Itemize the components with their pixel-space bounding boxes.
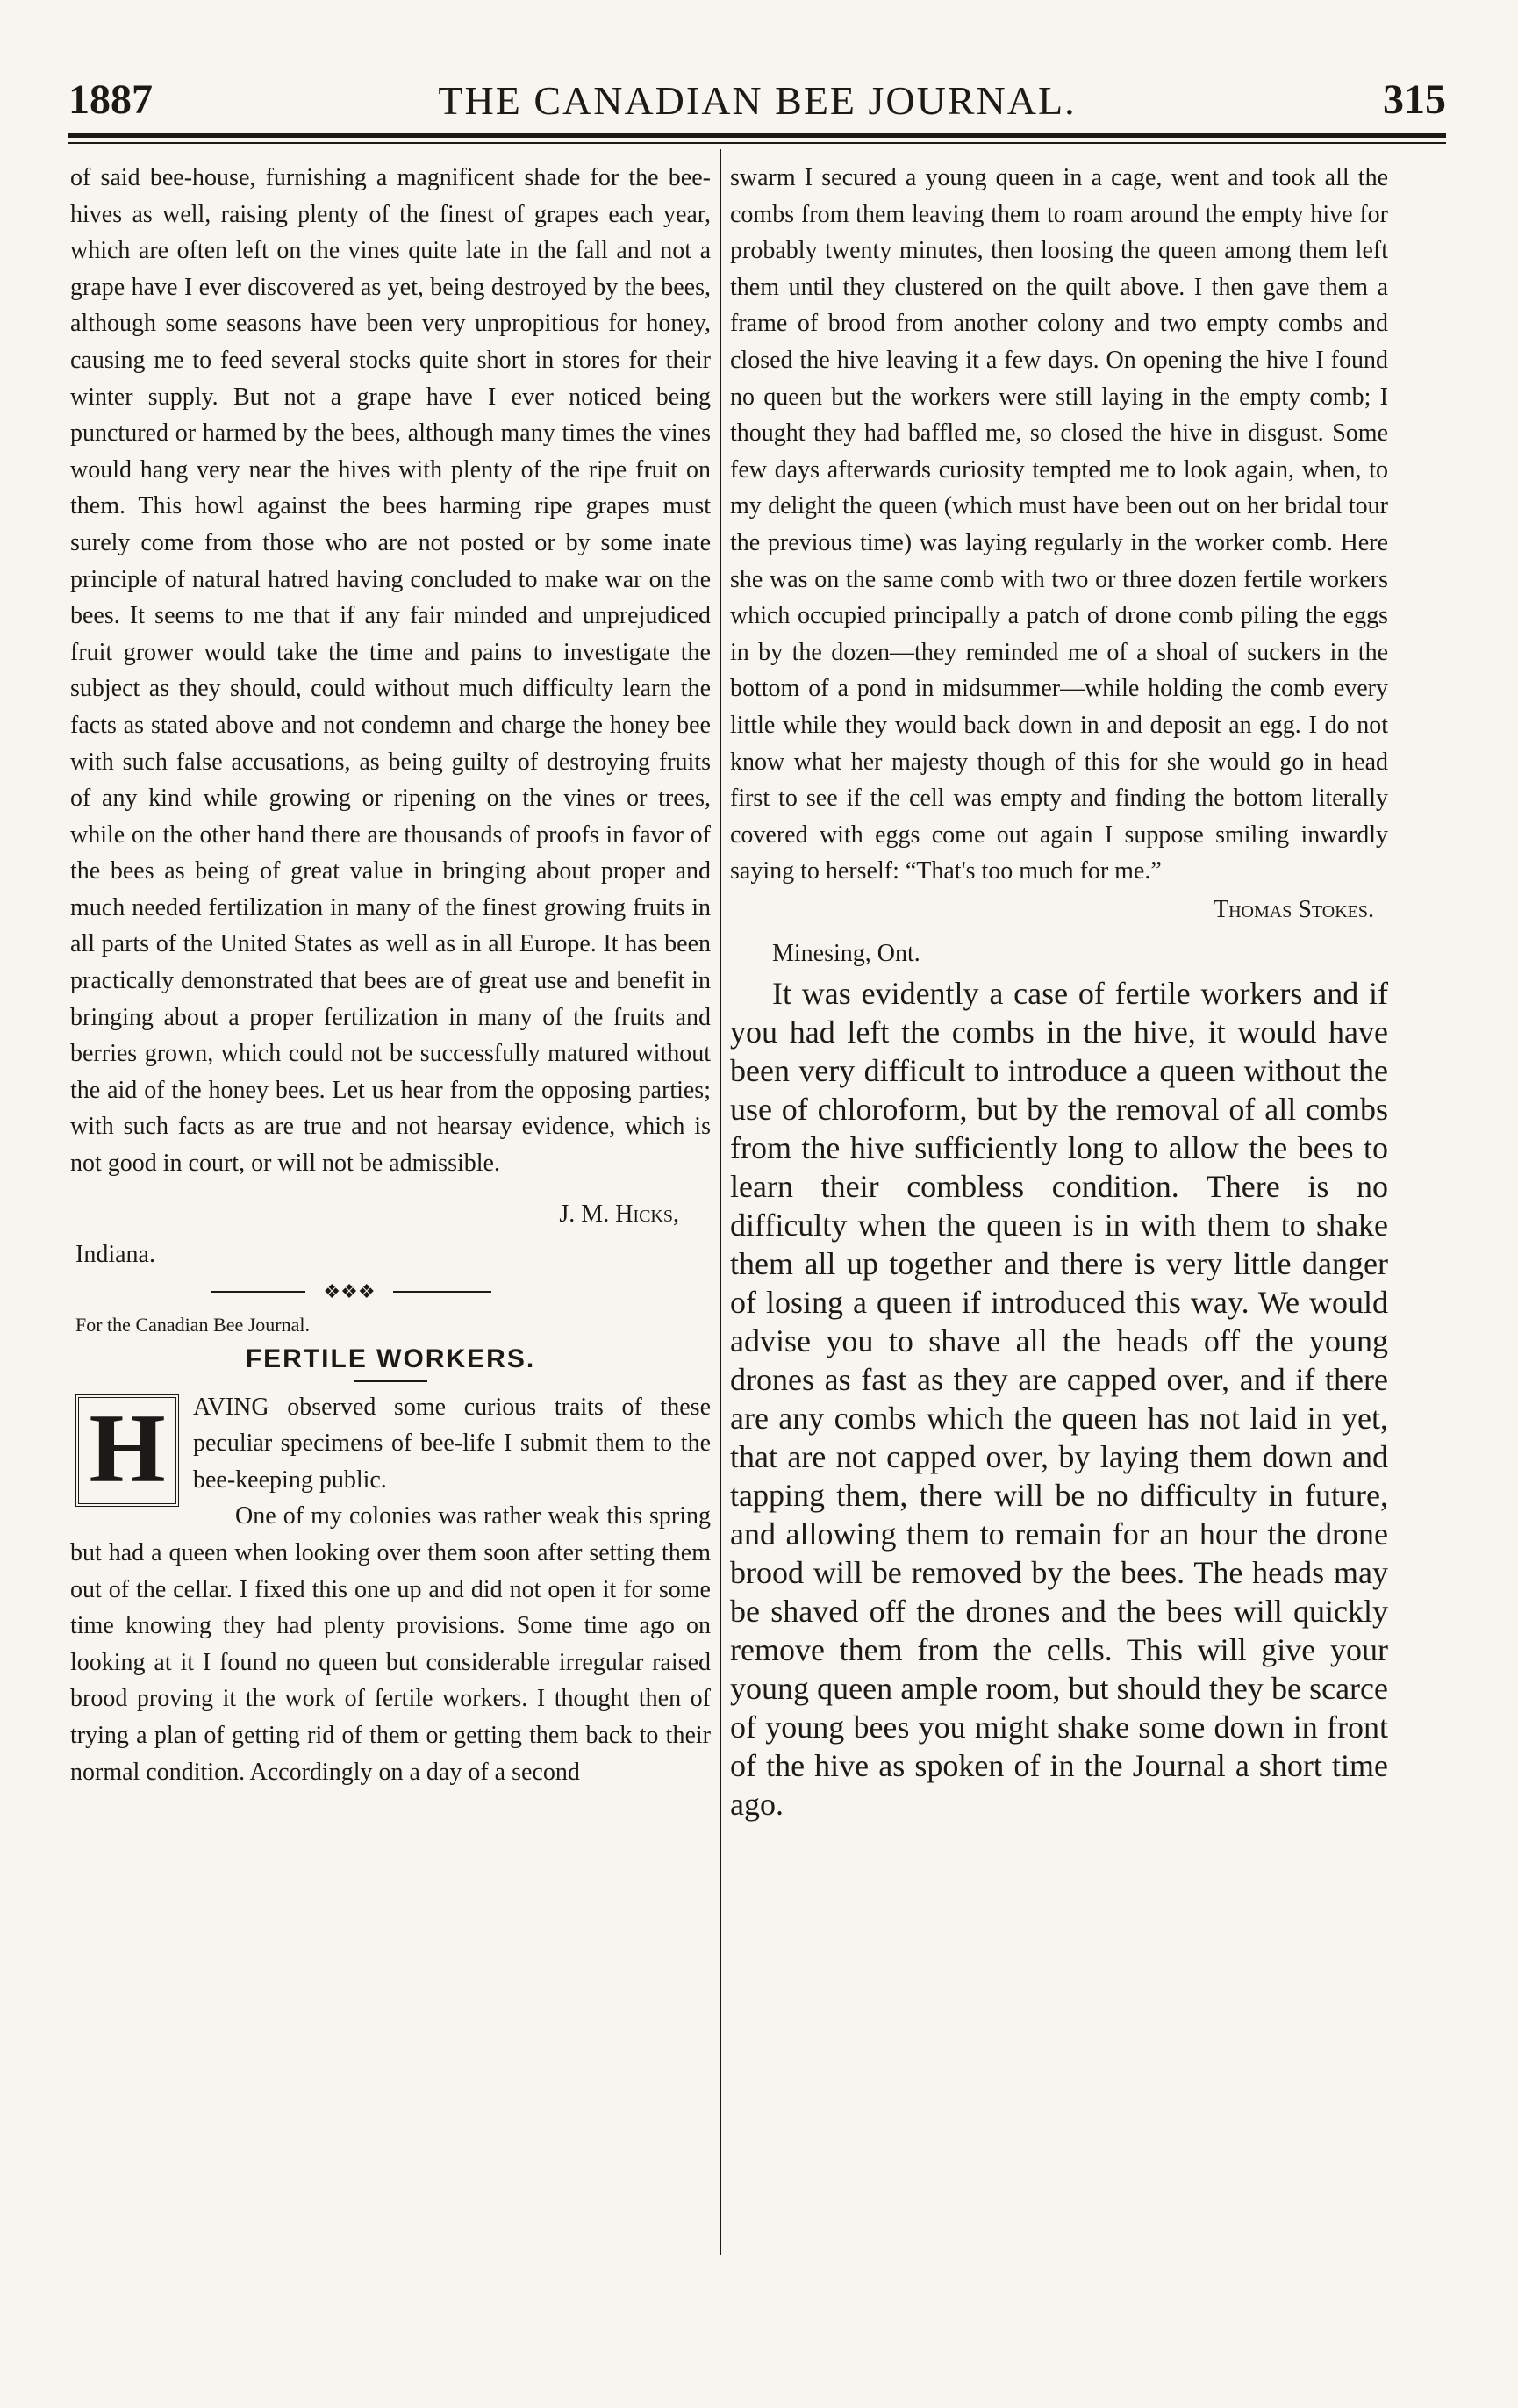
hicks-letter-text: of said bee-house, furnishing a magnificent shade for the bee-hives as well, raising plenty of the finest of grapes each year, which are often left on the vines quite late in the fall and not a grape have I ever discovered as yet, being destroyed by the bees, although some seasons have been very unpropitious for honey, causing me to feed several stocks quite short in stores for their winter supply. But not a grape have I ever noticed being punctured or harmed by the bees, although many times the vines would hang very near the hives with plenty of the ripe fruit on them. This howl against the bees harming ripe grapes must surely come from those who are not posted or by some inate principle of natural hatred having concluded to make war on the bees. It seems to me that if any fair minded and unprejudiced fruit grower would take the time and pains to investigate the subject as they should, could without much difficulty learn the facts as stated above and not condemn and charge the honey bee with such false accusations, as being guilty of destroying fruits of any kind while growing or ripening on the vines or trees, while on the other hand there are thousands of proofs in favor of the bees as being of great value in bringing about proper and much needed fertilization in many of the finest growing fruits in all parts of the United States as well as in all Europe. It has been practically demonstrated that bees are of great use and benefit in bringing about a proper fertilization in many of the fruits and berries grown, which could not be successfully matured without the aid of the honey bees. Let us hear from the opposing parties; with such facts as are true and not hearsay evidence, which is not good in court, or will not be admissible. xyxy=(70,164,711,1178)
journal-title: THE CANADIAN BEE JOURNAL. xyxy=(438,78,1077,123)
stokes-letter-text: swarm I secured a young queen in a cage, went and took all the combs from them leaving them to roam around the empty hive for probably twenty minutes, then loosing the queen among them left them until they clustered on the quilt above. I then gave them a frame of brood from another colony and two empty combs and closed the hive leaving it a few days. On opening the hive I found no queen but the workers were still laying in the empty comb; I thought they had baffled me, so closed the hive in disgust. Some few days afterwards curiosity tempted me to look again, when, to my delight the queen (which must have been out on her bridal tour the previous time) was laying regularly in the worker comb. Here she was on the same comb with two or three dozen fertile workers which occupied principally a patch of drone comb piling the eggs in by the dozen—they reminded me of a shoal of suckers in the bottom of a pond in midsummer—while holding the comb every little while they would back down in and deposit an egg. I do not know what her majesty though of this for she would go in head first to see if the cell was empty and finding the bottom literally covered with eggs come out again I suppose smiling inwardly saying to herself: “That's too much for me.” xyxy=(730,164,1388,885)
header-rule-thin xyxy=(68,142,1446,144)
editor-reply: It was evidently a case of fertile workers and if you had left the combs in the hive, it would have been very difficult to introduce a queen without the use of chloroform, but by the removal of all combs from the hive sufficiently long to allow the bees to learn their combless condition. There is no difficulty when the queen is in with them to shake them all up together and there is very little danger of losing a queen if introduced this way. We would advise you to shave all the heads off the young drones as fast as they are capped over, and if there are any combs which the queen has not laid in yet, that are not capped over, by laying them down and tapping them, there will be no difficulty in future, and allowing them to remain for an hour the drone brood will be removed by the bees. The heads may be shaved off the drones and the bees will quickly remove them from the cells. This will give your young queen ample room, but should they be scarce of young bees you might shake some down in front of the hive as spoken of in the Journal a short time ago. xyxy=(730,975,1388,1822)
right-column xyxy=(730,160,1388,1824)
ornament-knot-icon: ❖❖❖ xyxy=(305,1280,393,1303)
dropcap-initial: H xyxy=(75,1394,179,1507)
hicks-signature: J. M. Hicks, xyxy=(559,1200,679,1228)
hicks-place: Indiana. xyxy=(75,1240,155,1268)
running-head xyxy=(68,75,1446,130)
page-number: 315 xyxy=(1383,76,1446,123)
title-rule xyxy=(354,1380,427,1382)
section-ornament xyxy=(70,1279,711,1305)
fertile-workers-intro: AVING observed some curious traits of these peculiar specimens of bee-life I submit them to the bee-keeping public. xyxy=(193,1393,711,1494)
header-rule-thick xyxy=(68,133,1446,138)
section-title: FERTILE WORKERS. xyxy=(245,1344,536,1373)
stokes-place: Minesing, Ont. xyxy=(772,939,920,967)
fertile-workers-body: One of my colonies was rather weak this spring but had a queen when looking over them soon after setting them out of the cellar. I fixed this one up and did not open it for some time knowing they had plenty provisions. Some time ago on looking at it I found no queen but considerable irregular raised brood proving it the work of fertile workers. I thought then of trying a plan of getting rid of them or getting them back to their normal condition. Accordingly on a day of a second xyxy=(70,1502,711,1786)
stokes-signature: Thomas Stokes. xyxy=(1214,895,1374,923)
column-divider xyxy=(720,149,721,2255)
article-source: For the Canadian Bee Journal. xyxy=(75,1313,310,1336)
left-column xyxy=(70,160,711,1790)
header-year: 1887 xyxy=(68,76,153,123)
